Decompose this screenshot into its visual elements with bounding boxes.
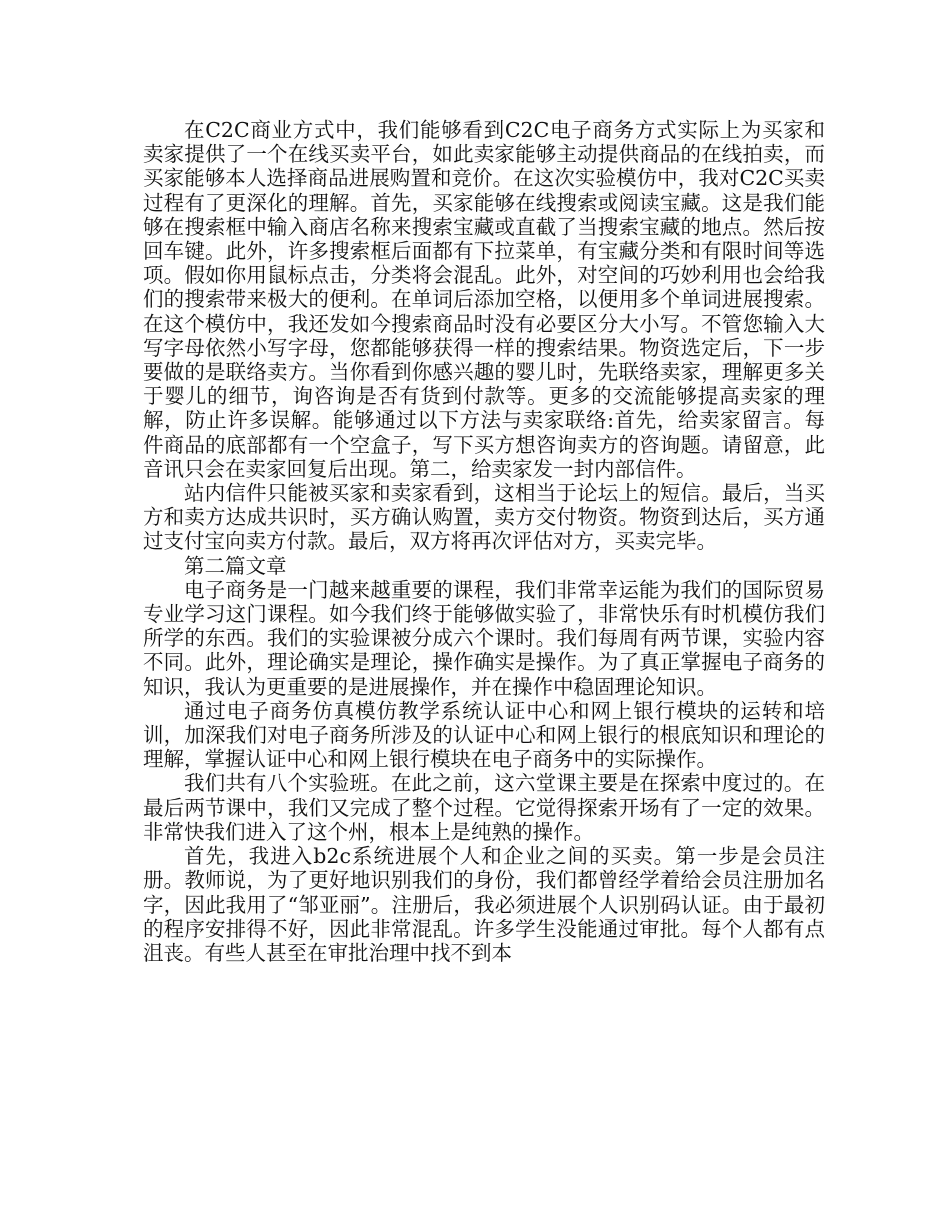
- paragraph-b2c-system: 首先，我进入b2c系统进展个人和企业之间的买卖。第一步是会员注册。教师说，为了更好地识别我们的身份，我们都曾经学着给会员注册加名字，因此我用了“邹亚丽”。注册后，我必须进展个人识别码认证。由于最初的程序安排得不好，因此非常混乱。许多学生没能通过审批。每个人都有点沮丧。有些人甚至在审批治理中找不到本: [143, 844, 825, 965]
- paragraph-site-mail: 站内信件只能被买家和卖家看到，这相当于论坛上的短信。最后，当买方和卖方达成共识时，买方确认购置，卖方交付物资。物资到达后，买方通过支付宝向卖方付款。最后，双方将再次评估对方，买卖完毕。: [143, 481, 825, 554]
- paragraph-simulation-training: 通过电子商务仿真模仿教学系统认证中心和网上银行模块的运转和培训，加深我们对电子商务所涉及的认证中心和网上银行的根底知识和理论的理解，掌握认证中心和网上银行模块在电子商务中的实际操作。: [143, 698, 825, 772]
- paragraph-ecommerce-course: 电子商务是一门越来越重要的课程，我们非常幸运能为我们的国际贸易专业学习这门课程。如今我们终于能够做实验了，非常快乐有时机模仿我们所学的东西。我们的实验课被分成六个课时。我们每周有两节课，实验内容不同。此外，理论确实是理论，操作确实是操作。为了真正掌握电子商务的知识，我认为更重要的是进展操作，并在操作中稳固理论知识。: [143, 577, 825, 699]
- section-heading-second-article: 第二篇文章: [184, 553, 287, 578]
- paragraph-experiment-classes: 我们共有八个实验班。在此之前，这六堂课主要是在探索中度过的。在最后两节课中，我们又完成了整个过程。它觉得探索开场有了一定的效果。非常快我们进入了这个州，根本上是纯熟的操作。: [143, 771, 825, 844]
- document-body: [143, 118, 825, 965]
- paragraph-c2c-intro: 在C2C商业方式中，我们能够看到C2C电子商务方式实际上为买家和卖家提供了一个在线买卖平台，如此卖家能够主动提供商品的在线拍卖，而买家能够本人选择商品进展购置和竞价。在这次实验模仿中，我对C2C买卖过程有了更深化的理解。首先，买家能够在线搜索或阅读宝藏。这是我们能够在搜索框中输入商店名称来搜索宝藏或直截了当搜索宝藏的地点。然后按回车键。此外，许多搜索框后面都有下拉菜单，有宝藏分类和有限时间等选项。假如你用鼠标点击，分类将会混乱。此外，对空间的巧妙利用也会给我们的搜索带来极大的便利。在单词后添加空格，以便用多个单词进展搜索。在这个模仿中，我还发如今搜索商品时没有必要区分大小写。不管您输入大写字母依然小写字母，您都能够获得一样的搜索结果。物资选定后，下一步要做的是联络卖方。当你看到你感兴趣的婴儿时，先联络卖家，理解更多关于婴儿的细节，询咨询是否有货到付款等。更多的交流能够提高卖家的理解，防止许多误解。能够通过以下方法与卖家联络:首先，给卖家留言。每件商品的底部都有一个空盒子，写下买方想咨询卖方的咨询题。请留意，此音讯只会在卖家回复后出现。第二，给卖家发一封内部信件。: [143, 118, 825, 481]
